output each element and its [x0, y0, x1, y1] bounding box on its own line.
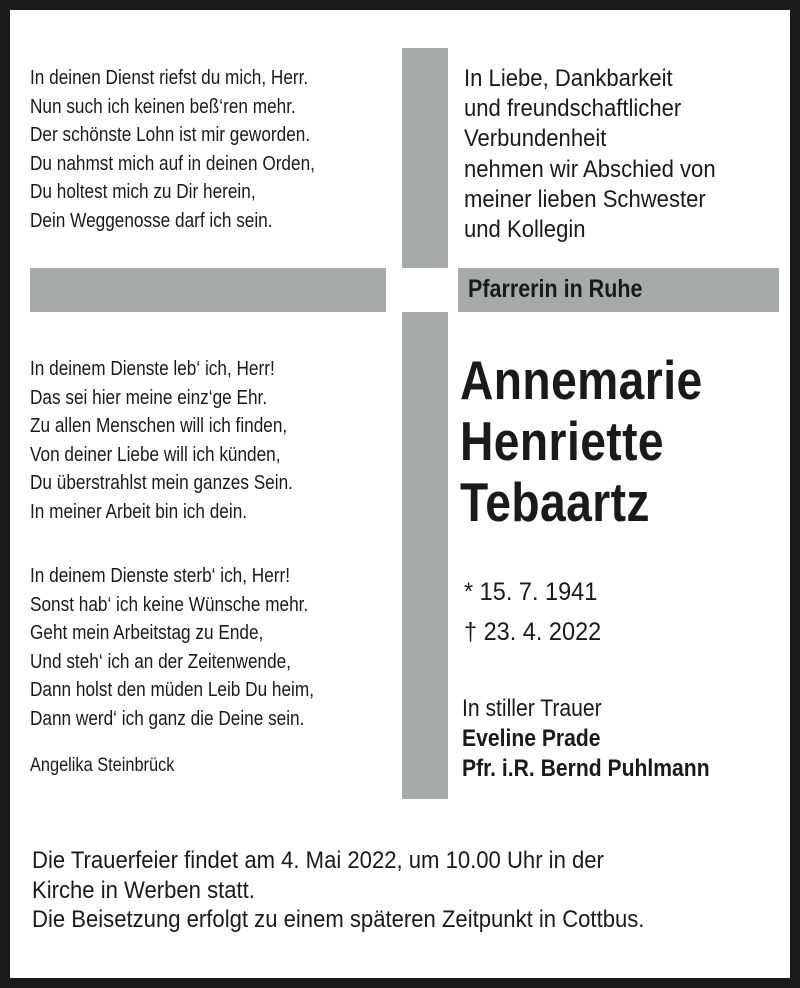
intro-line: und freundschaftlicher — [464, 95, 682, 123]
intro-line: und Kollegin — [464, 216, 586, 244]
cross-bar-bottom — [402, 312, 448, 799]
poem-line: Du überstrahlst mein ganzes Sein. — [30, 472, 293, 495]
poem-stanza-2 — [30, 355, 293, 527]
poem-line: Das sei hier meine einz‘ge Ehr. — [30, 386, 268, 409]
farewell-intro — [464, 64, 716, 245]
intro-line: nehmen wir Abschied von — [464, 155, 716, 183]
poem-line: In meiner Arbeit bin ich dein. — [30, 500, 248, 523]
poem-line: Dann werd‘ ich ganz die Deine sein. — [30, 707, 305, 730]
poem-line: Nun such ich keinen beß‘ren mehr. — [30, 95, 296, 118]
poem-author: Angelika Steinbrück — [30, 755, 175, 776]
poem-line: In deinen Dienst riefst du mich, Herr. — [30, 67, 309, 89]
mourning-intro: In stiller Trauer — [462, 695, 602, 722]
poem-line: Von deiner Liebe will ich künden, — [30, 443, 281, 466]
poem-line: Du holtest mich zu Dir herein, — [30, 181, 256, 204]
poem-line: Geht mein Arbeitstag zu Ende, — [30, 622, 264, 645]
life-dates — [464, 572, 601, 652]
mourners — [462, 694, 710, 784]
funeral-notice — [32, 846, 644, 935]
notice-line: Kirche in Werben statt. — [32, 876, 255, 904]
death-date: † 23. 4. 2022 — [464, 618, 602, 646]
deceased-name — [460, 350, 703, 533]
intro-line: Verbundenheit — [464, 125, 607, 153]
poem-line: Zu allen Menschen will ich finden, — [30, 415, 288, 438]
cross-bar-top — [402, 48, 448, 268]
notice-line: Die Beisetzung erfolgt zu einem späteren Zeitpunkt in Cottbus. — [32, 906, 645, 933]
mourner-name: Pfr. i.R. Bernd Puhlmann — [462, 755, 710, 782]
intro-line: In Liebe, Dankbarkeit — [464, 65, 673, 92]
middle-name: Henriette — [460, 410, 665, 472]
poem-line: Du nahmst mich auf in deinen Orden, — [30, 152, 315, 175]
poem-stanza-1 — [30, 64, 315, 236]
deceased-title: Pfarrerin in Ruhe — [468, 275, 643, 303]
poem-line: Und steh‘ ich an der Zeitenwende, — [30, 650, 292, 673]
first-name: Annemarie — [460, 349, 703, 411]
poem-line: Dein Weggenosse darf ich sein. — [30, 209, 273, 232]
poem-stanza-3 — [30, 562, 314, 734]
last-name: Tebaartz — [460, 471, 650, 533]
notice-line: Die Trauerfeier findet am 4. Mai 2022, um 10.00 Uhr in der — [32, 847, 604, 874]
poem-line: In deinem Dienste sterb‘ ich, Herr! — [30, 565, 291, 587]
poem-line: In deinem Dienste leb‘ ich, Herr! — [30, 358, 275, 380]
poem-line: Dann holst den müden Leib Du heim, — [30, 679, 314, 702]
poem-line: Sonst hab‘ ich keine Wünsche mehr. — [30, 593, 309, 616]
intro-line: meiner lieben Schwester — [464, 185, 706, 213]
birth-date: * 15. 7. 1941 — [464, 578, 598, 606]
poem-line: Der schönste Lohn ist mir geworden. — [30, 124, 311, 147]
mourner-name: Eveline Prade — [462, 725, 601, 752]
cross-bar-left — [30, 268, 386, 312]
